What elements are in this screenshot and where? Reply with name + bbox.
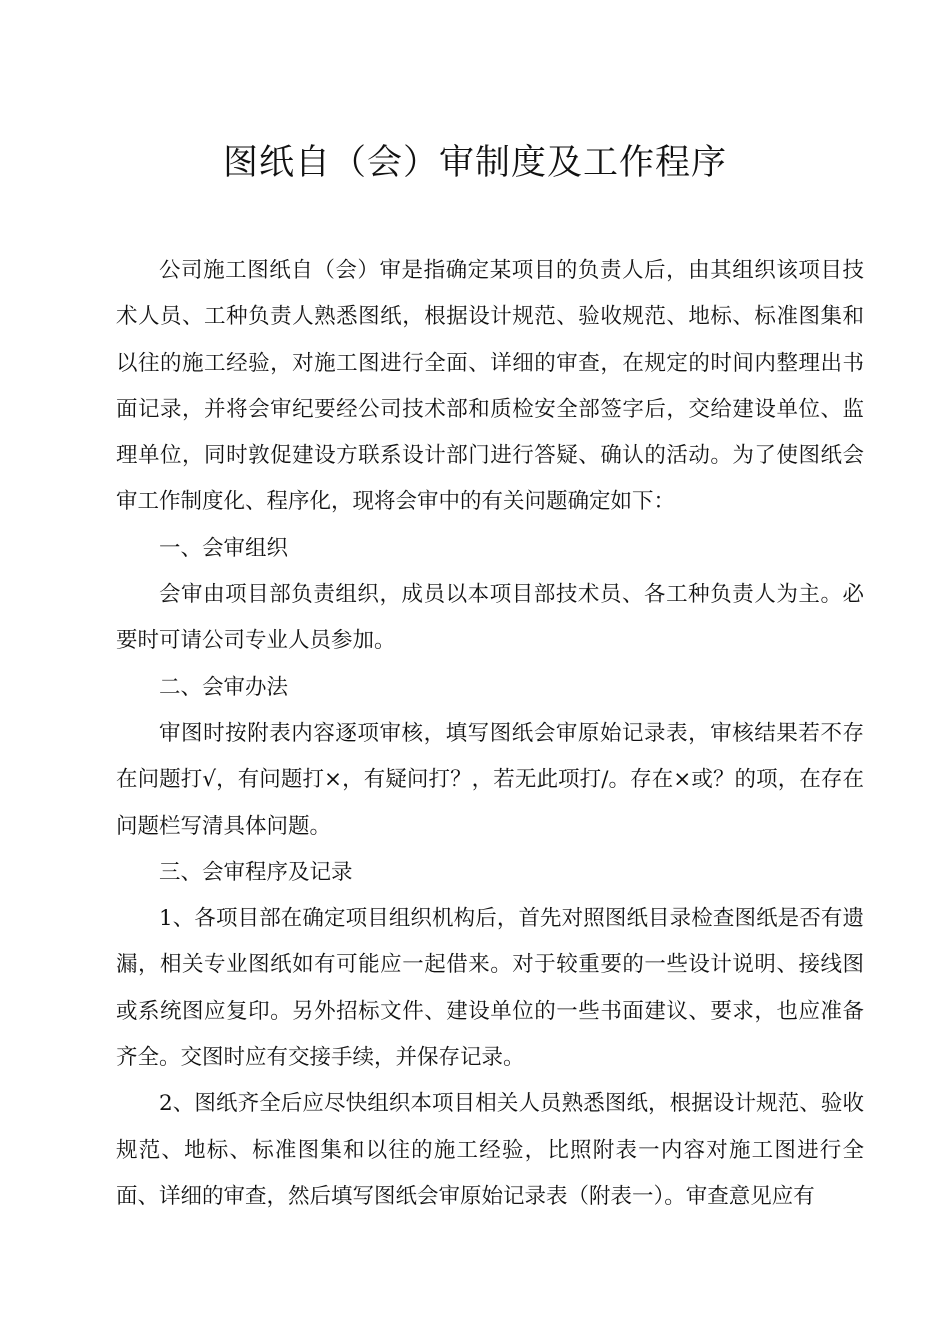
intro-paragraph: 公司施工图纸自（会）审是指确定某项目的负责人后，由其组织该项目技术人员、工种负责人熟悉图纸，根据设计规范、验收规范、地标、标准图集和以往的施工经验，对施工图进行全面、详细的审查，在规定的时间内整理出书面记录，并将会审纪要经公司技术部和质检安全部签字后，交给建设单位、监理单位，同时敦促建设方联系设计部门进行答疑、确认的活动。为了使图纸会审工作制度化、程序化，现将会审中的有关问题确定如下： xyxy=(116,258,864,515)
section-3-heading: 三、会审程序及记录 xyxy=(159,859,353,885)
document-body xyxy=(116,248,864,1220)
section-2-paragraph: 审图时按附表内容逐项审核，填写图纸会审原始记录表，审核结果若不存在问题打√，有问题打×，有疑问打？，若无此项打/。存在×或？的项，在存在问题栏写清具体问题。 xyxy=(116,720,864,839)
section-2-heading: 二、会审办法 xyxy=(159,674,289,700)
section-3-item-1: 1、各项目部在确定项目组织机构后，首先对照图纸目录检查图纸是否有遗漏，相关专业图纸如有可能应一起借来。对于较重要的一些设计说明、接线图或系统图应复印。另外招标文件、建设单位的一些书面建议、要求，也应准备齐全。交图时应有交接手续，并保存记录。 xyxy=(116,906,864,1071)
document-title: 图纸自（会）审制度及工作程序 xyxy=(222,143,727,183)
section-1-paragraph: 会审由项目部负责组织，成员以本项目部技术员、各工种负责人为主。必要时可请公司专业人员参加。 xyxy=(116,582,864,654)
section-3-item-2: 2、图纸齐全后应尽快组织本项目相关人员熟悉图纸，根据设计规范、验收规范、地标、标准图集和以往的施工经验，比照附表一内容对施工图进行全面、详细的审查，然后填写图纸会审原始记录表（附表一）。审查意见应有 xyxy=(116,1091,864,1209)
section-1-heading: 一、会审组织 xyxy=(159,535,289,561)
